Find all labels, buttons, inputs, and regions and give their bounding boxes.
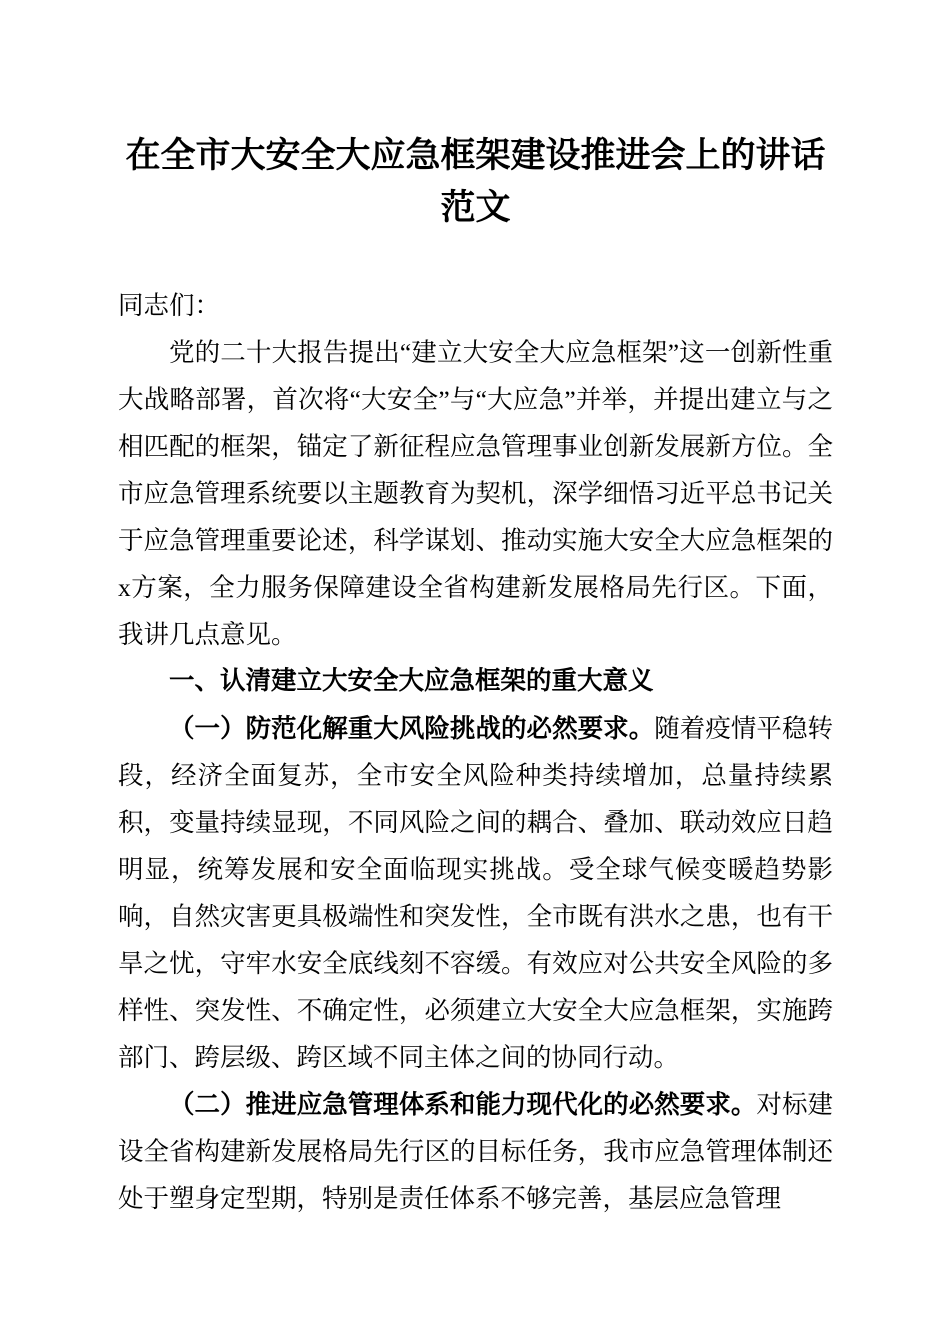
section-heading-1: 一、认清建立大安全大应急框架的重大意义 [169,667,654,695]
paragraph-item-2-text: 对标建设全省构建新发展格局先行区的目标任务，我市应急管理体制还处于塑身定型期，特别是责任体系不够完善，基层应急管理 [118,1090,833,1213]
paragraph-item-2 [118,1081,833,1222]
document-title-line-2: 范文 [440,188,511,227]
paragraph-item-1-lead: （一）防范化解重大风险挑战的必然要求。 [169,714,655,743]
paragraph-item-2-lead: （二）推进应急管理体系和能力现代化的必然要求。 [169,1090,757,1119]
paragraph-item-1 [118,705,833,1081]
document-title-line-1: 在全市大安全大应急框架建设推进会上的讲话 [125,136,826,175]
document-title [118,130,833,234]
paragraph-item-1-text: 随着疫情平稳转段，经济全面复苏，全市安全风险种类持续增加，总量持续累积，变量持续显现，不同风险之间的耦合、叠加、联动效应日趋明显，统筹发展和安全面临现实挑战。受全球气候变暖趋势影响，自然灾害更具极端性和突发性，全市既有洪水之患，也有干旱之忧，守牢水安全底线刻不容缓。有效应对公共安全风险的多样性、突发性、不确定性，必须建立大安全大应急框架，实施跨部门、跨层级、跨区域不同主体之间的协同行动。 [118,714,833,1072]
salutation: 同志们： [118,291,221,320]
paragraph-intro: 党的二十大报告提出“建立大安全大应急框架”这一创新性重大战略部署，首次将“大安全”与“大应急”并举，并提出建立与之相匹配的框架，锚定了新征程应急管理事业创新发展新方位。全市应急管理系统要以主题教育为契机，深学细悟习近平总书记关于应急管理重要论述，科学谋划、推动实施大安全大应急框架的x方案，全力服务保障建设全省构建新发展格局先行区。下面，我讲几点意见。 [118,338,833,649]
